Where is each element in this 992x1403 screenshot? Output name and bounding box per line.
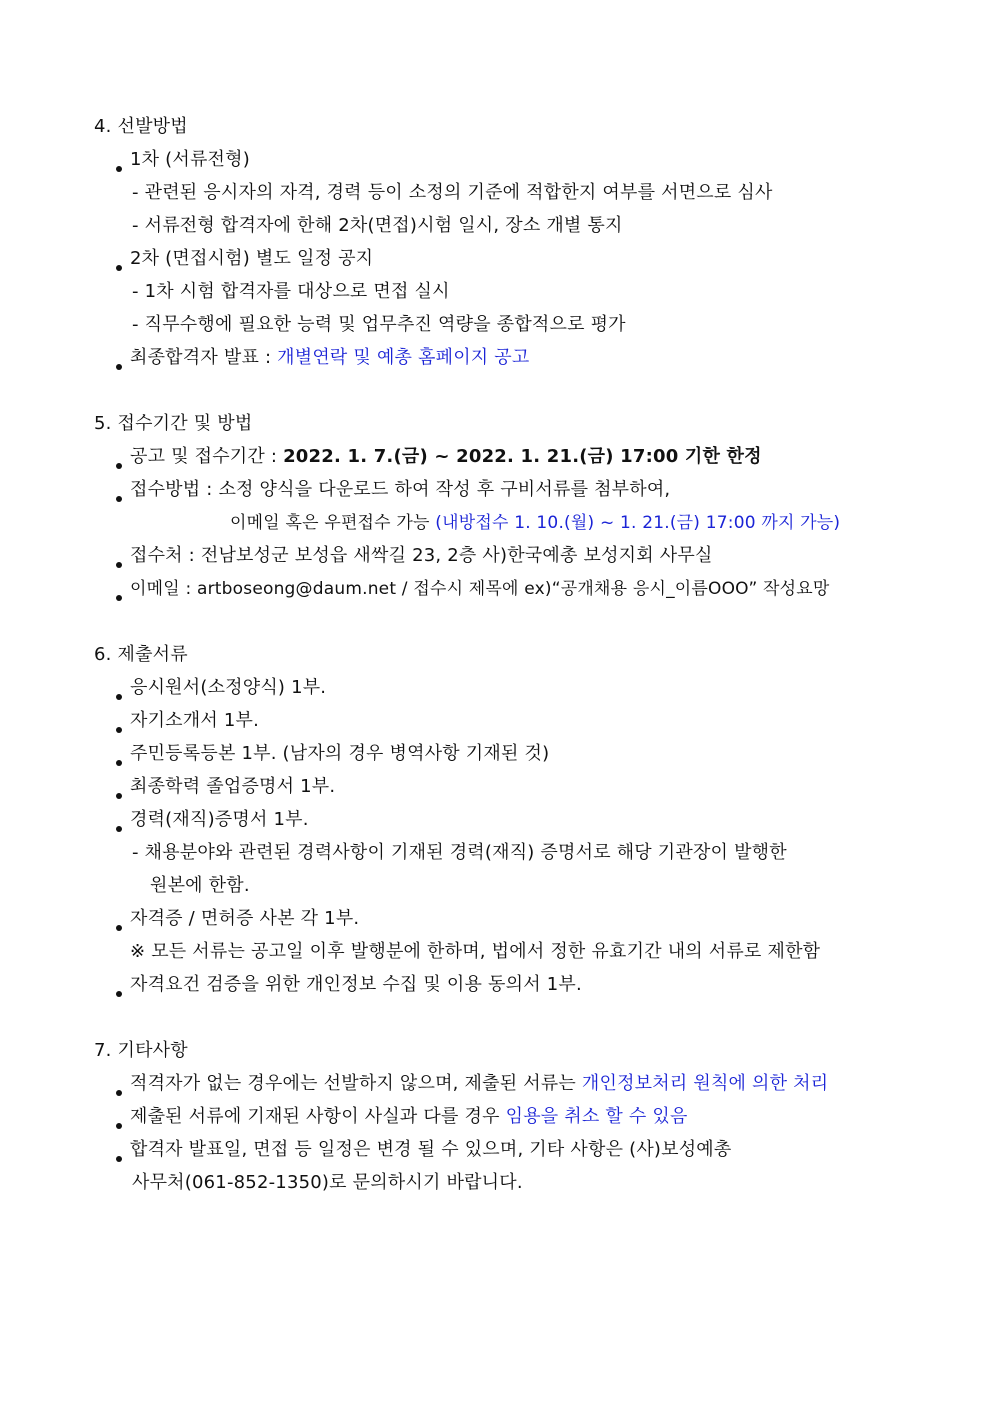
bullet-icon xyxy=(116,826,122,832)
bullet-icon xyxy=(116,265,122,271)
section5-period-value: 2022. 1. 7.(금) ~ 2022. 1. 21.(금) 17:00 기한 한정 xyxy=(283,446,762,467)
bullet-icon xyxy=(116,463,122,469)
section7-etc1 xyxy=(130,1072,828,1096)
section6-doc1: 응시원서(소정양식) 1부. xyxy=(130,677,327,698)
section6-note: ※ 모든 서류는 공고일 이후 발행분에 한하며, 법에서 정한 유효기간 내의 서류로 제한함 xyxy=(130,941,821,962)
section6-title: 6. 제출서류 xyxy=(94,644,188,665)
section6-doc3: 주민등록등본 1부. (남자의 경우 병역사항 기재된 것) xyxy=(130,743,550,764)
bullet-icon xyxy=(116,595,122,601)
section7-etc2 xyxy=(130,1105,688,1129)
bullet-icon xyxy=(116,694,122,700)
section4-item2-sub1: - 1차 시험 합격자를 대상으로 면접 실시 xyxy=(132,281,450,302)
section6-doc2: 자기소개서 1부. xyxy=(130,710,260,731)
section6-doc6: 자격증 / 면허증 사본 각 1부. xyxy=(130,908,360,929)
section4-item3-label: 최종합격자 발표 : xyxy=(130,347,278,368)
section6-doc5: 경력(재직)증명서 1부. xyxy=(130,809,309,830)
section7-title: 7. 기타사항 xyxy=(94,1040,188,1061)
section5-email: 이메일 : artboseong@daum.net / 접수시 제목에 ex)“공개채용 응시_이름OOO” 작성요망 xyxy=(130,579,830,599)
section6-doc5-sub1: - 채용분야와 관련된 경력사항이 기재된 경력(재직) 증명서로 해당 기관장이 발행한 xyxy=(132,842,787,863)
section4-item1-sub1: - 관련된 응시자의 자격, 경력 등이 소정의 기준에 적합한지 여부를 서면으로 심사 xyxy=(132,182,773,203)
section6-doc5-sub2: 원본에 한함. xyxy=(150,875,250,896)
section5-period xyxy=(130,445,762,469)
section5-method-cont-text: 이메일 혹은 우편접수 가능 xyxy=(230,513,436,533)
bullet-icon xyxy=(116,166,122,172)
bullet-icon xyxy=(116,1156,122,1162)
section4-item3-value: 개별연락 및 예총 홈페이지 공고 xyxy=(277,347,530,368)
section5-method: 접수방법 : 소정 양식을 다운로드 하여 작성 후 구비서류를 첨부하여, xyxy=(130,479,671,500)
bullet-icon xyxy=(116,727,122,733)
bullet-icon xyxy=(116,496,122,502)
section5-method-cont xyxy=(230,511,840,535)
section4-item3 xyxy=(130,346,530,370)
bullet-icon xyxy=(116,793,122,799)
section7-etc1-blue: 개인정보처리 원칙에 의한 처리 xyxy=(581,1073,829,1094)
bullet-icon xyxy=(116,1123,122,1129)
bullet-icon xyxy=(116,760,122,766)
section7-etc3-line2: 사무처(061-852-1350)로 문의하시기 바랍니다. xyxy=(132,1172,523,1193)
section4-item1: 1차 (서류전형) xyxy=(130,149,250,170)
section6-doc4: 최종학력 졸업증명서 1부. xyxy=(130,776,336,797)
section5-title: 5. 접수기간 및 방법 xyxy=(94,413,253,434)
bullet-icon xyxy=(116,562,122,568)
bullet-icon xyxy=(116,991,122,997)
section7-etc2-blue: 임용을 취소 할 수 있음 xyxy=(505,1106,688,1127)
section4-item2: 2차 (면접시험) 별도 일정 공지 xyxy=(130,248,374,269)
section7-etc1-text: 적격자가 없는 경우에는 선발하지 않으며, 제출된 서류는 xyxy=(130,1073,582,1094)
section7-etc3-line1: 합격자 발표일, 면접 등 일정은 변경 될 수 있으며, 기타 사항은 (사)보성예총 xyxy=(130,1139,732,1160)
section4-item1-sub2: - 서류전형 합격자에 한해 2차(면접)시험 일시, 장소 개별 통지 xyxy=(132,215,623,236)
section6-doc7: 자격요건 검증을 위한 개인정보 수집 및 이용 동의서 1부. xyxy=(130,974,582,995)
section4-item2-sub2: - 직무수행에 필요한 능력 및 업무추진 역량을 종합적으로 평가 xyxy=(132,314,626,335)
bullet-icon xyxy=(116,1090,122,1096)
section7-etc2-text: 제출된 서류에 기재된 사항이 사실과 다를 경우 xyxy=(130,1106,506,1127)
section5-place: 접수처 : 전남보성군 보성읍 새싹길 23, 2층 사)한국예총 보성지회 사무실 xyxy=(130,545,713,566)
section5-method-note: (내방접수 1. 10.(월) ~ 1. 21.(금) 17:00 까지 가능) xyxy=(435,513,841,533)
bullet-icon xyxy=(116,364,122,370)
section5-period-label: 공고 및 접수기간 : xyxy=(130,446,284,467)
bullet-icon xyxy=(116,925,122,931)
section4-title: 4. 선발방법 xyxy=(94,116,188,137)
